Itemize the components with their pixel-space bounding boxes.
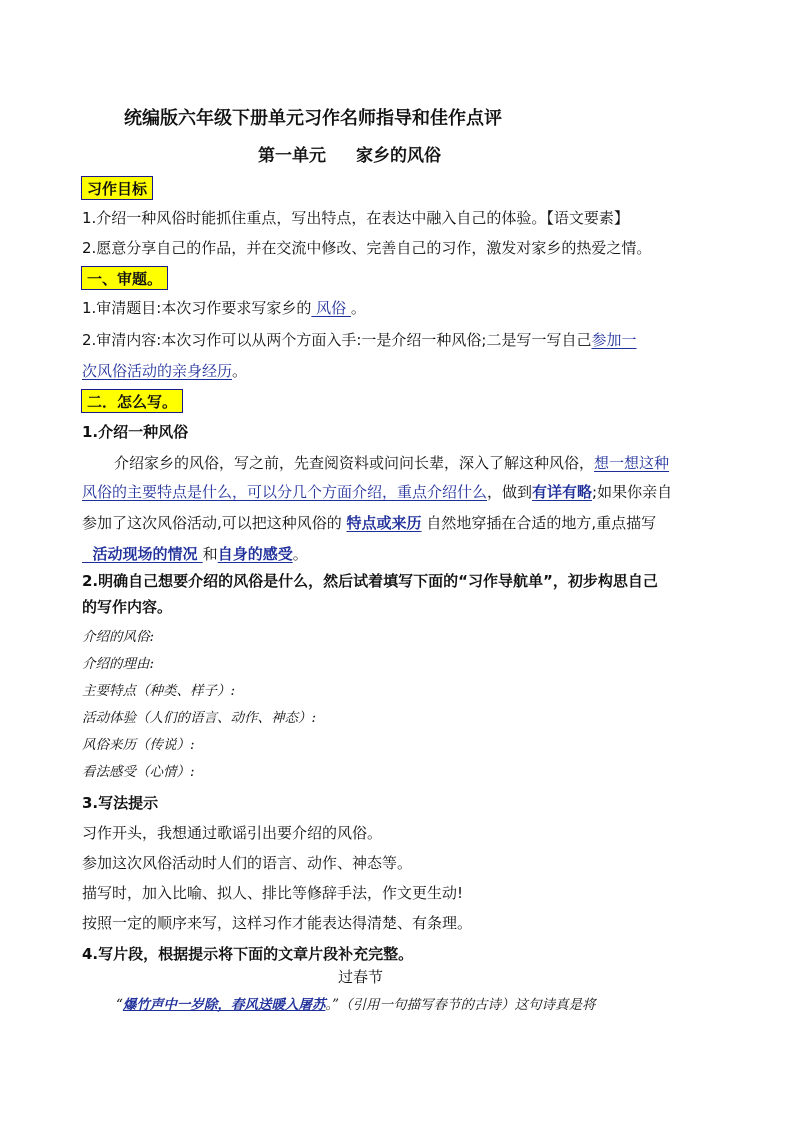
review-content-blank-1: 参加一 (591, 331, 637, 349)
unit-number: 第一单元 (258, 146, 326, 166)
goal-item-1: 1.介绍一种风俗时能抓住重点，写出特点，在表达中融入自己的体验。【语文要素】 (82, 209, 629, 227)
nav-item-4: 活动体验（人们的语言、动作、神态）: (82, 710, 317, 726)
para-text: 。 (292, 545, 308, 563)
para-line-4 (82, 543, 308, 565)
para-text: 和 (202, 545, 218, 563)
nav-item-6: 看法感受（心情）: (82, 764, 195, 780)
para-blank: 想一想这种 (594, 454, 670, 472)
sub1-title: 1.介绍一种风俗 (82, 423, 189, 441)
nav-item-1: 介绍的风俗: (82, 629, 155, 645)
nav-item-5: 风俗来历（传说）: (82, 737, 195, 753)
review-content-line-2 (82, 360, 247, 382)
para-text: 介绍家乡的风俗，写之前，先查阅资料或问问长辈，深入了解这种风俗， (114, 454, 595, 472)
para-text: ，做到 (487, 483, 533, 501)
para-text: 参加了这次风俗活动,可以把这种风俗的 (82, 514, 347, 532)
tip-2: 参加这次风俗活动时人们的语言、动作、神态等。 (82, 854, 413, 872)
essay-quote-open: “ (116, 997, 123, 1013)
para-blank: 特点或来历 (346, 514, 422, 532)
essay-poem: 爆竹声中一岁除，春风送暖入屠苏 (122, 997, 326, 1013)
tip-4: 按照一定的顺序来写，这样习作才能表达得清楚、有条理。 (82, 914, 473, 932)
sub2-title-line-1: 2.明确自己想要介绍的风俗是什么，然后试着填写下面的“习作导航单”，初步构思自己 (82, 572, 658, 590)
para-blank: 自身的感受 (217, 545, 293, 563)
review-label: 一、审题。 (81, 266, 168, 290)
nav-item-3: 主要特点（种类、样子）: (82, 683, 236, 699)
para-line-1 (114, 452, 669, 474)
tip-3: 描写时，加入比喻、拟人、排比等修辞手法，作文更生动! (82, 884, 464, 902)
review-topic-suffix: 。 (350, 299, 366, 317)
para-line-2 (82, 481, 672, 503)
sub2-title-line-2: 的写作内容。 (82, 598, 173, 616)
essay-title: 过春节 (338, 968, 384, 986)
unit-heading (258, 145, 441, 167)
goal-label: 习作目标 (81, 176, 153, 200)
para-text: 自然地穿插在合适的地方,重点描写 (421, 514, 657, 532)
review-topic-blank: 风俗 (311, 299, 351, 317)
para-text: ;如果你亲自 (592, 483, 673, 501)
tip-1: 习作开头，我想通过歌谣引出要介绍的风俗。 (82, 824, 383, 842)
how-label: 二．怎么写。 (81, 389, 183, 413)
para-blank: 活动现场的情况 (82, 545, 203, 563)
review-content-blank-2: 次风俗活动的亲身经历 (82, 362, 233, 380)
review-topic-text: 1.审清题目:本次习作要求写家乡的 (82, 299, 312, 317)
para-line-3 (82, 512, 656, 534)
review-content-suffix: 。 (232, 362, 248, 380)
document-title: 统编版六年级下册单元习作名师指导和佳作点评 (124, 108, 502, 129)
para-blank: 有详有略 (532, 483, 593, 501)
sub4-title: 4.写片段，根据提示将下面的文章片段补充完整。 (82, 945, 414, 963)
review-content-text: 2.审清内容:本次习作可以从两个方面入手:一是介绍一种风俗;二是写一写自己 (82, 331, 592, 349)
unit-topic: 家乡的风俗 (356, 146, 441, 166)
goal-item-2: 2.愿意分享自己的作品，并在交流中修改、完善自己的习作，激发对家乡的热爱之情。 (82, 239, 652, 257)
para-blank: 风俗的主要特点是什么，可以分几个方面介绍，重点介绍什么 (82, 483, 488, 501)
review-topic-line (82, 297, 366, 319)
nav-item-2: 介绍的理由: (82, 656, 155, 672)
essay-first-line (116, 994, 596, 1016)
review-content-line-1 (82, 329, 637, 351)
essay-rest: 。”（引用一句描写春节的古诗）这句诗真是将 (325, 997, 596, 1013)
sub3-title: 3.写法提示 (82, 794, 159, 812)
